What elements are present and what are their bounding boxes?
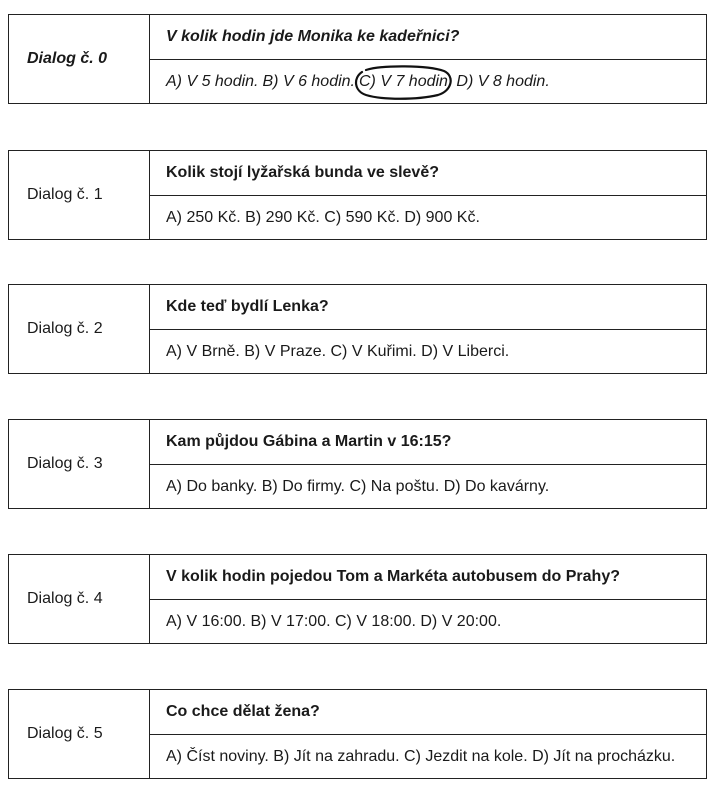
dialog-answers [150,60,706,103]
dialog-table-2 [8,284,707,374]
dialog-table-5 [8,689,707,779]
dialog-label: Dialog č. 0 [9,15,150,103]
dialog-question: Kde teď bydlí Lenka? [150,285,706,330]
dialog-question: Kolik stojí lyžařská bunda ve slevě? [150,151,706,196]
dialog-body [150,420,706,508]
dialog-label: Dialog č. 2 [9,285,150,373]
dialog-answers: A) Číst noviny. B) Jít na zahradu. C) Jezdit na kole. D) Jít na procházku. [166,747,676,765]
dialog-question: V kolik hodin jde Monika ke kadeřnici? [150,15,706,60]
dialog-answers: A) V 16:00. B) V 17:00. C) V 18:00. D) V 20:00. [166,612,502,630]
dialog-body [150,151,706,239]
dialog-body [150,555,706,643]
dialog-label: Dialog č. 1 [9,151,150,239]
dialog-question: Co chce dělat žena? [150,690,706,735]
dialog-table-4 [8,554,707,644]
answer-option-c-circled [359,73,452,91]
dialog-question: Kam půjdou Gábina a Martin v 16:15? [150,420,706,465]
answer-option-c: C) V 7 hodin. [359,72,453,90]
dialog-body [150,690,706,778]
dialog-answers: A) 250 Kč. B) 290 Kč. C) 590 Kč. D) 900 Kč. [166,208,480,226]
dialog-label: Dialog č. 4 [9,555,150,643]
dialog-table-3 [8,419,707,509]
dialog-body [150,15,706,103]
dialog-question: V kolik hodin pojedou Tom a Markéta autobusem do Prahy? [150,555,706,600]
dialog-label: Dialog č. 5 [9,690,150,778]
answer-option-d: D) V 8 hodin. [456,72,550,90]
dialog-answers: A) V Brně. B) V Praze. C) V Kuřimi. D) V Liberci. [166,342,510,360]
dialog-answers: A) Do banky. B) Do firmy. C) Na poštu. D) Do kavárny. [166,477,550,495]
dialog-label: Dialog č. 3 [9,420,150,508]
dialog-table-1 [8,150,707,240]
answer-option-a: A) V 5 hodin. [166,72,259,90]
answer-option-b: B) V 6 hodin. [262,72,355,90]
dialog-body [150,285,706,373]
dialog-table-0 [8,14,707,104]
